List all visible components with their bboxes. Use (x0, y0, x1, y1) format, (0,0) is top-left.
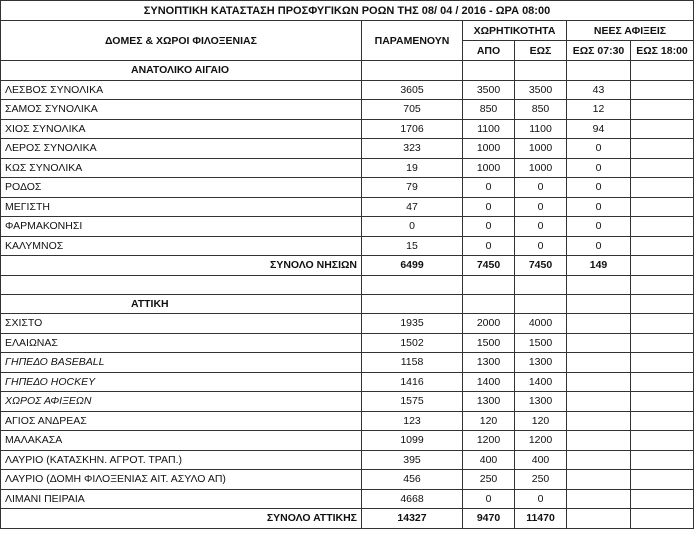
empty-cell (631, 275, 694, 294)
row-name: ΧΩΡΟΣ ΑΦΙΞΕΩΝ (1, 392, 362, 412)
empty-cell (463, 275, 515, 294)
total-attica-label: ΣΥΝΟΛΟ ΑΤΤΙΚΗΣ (1, 509, 362, 529)
table-row (1, 489, 694, 509)
row-from: 1400 (463, 372, 515, 392)
table-row (1, 470, 694, 490)
arrivals-0730-header: ΕΩΣ 07:30 (567, 41, 631, 61)
empty-cell (567, 314, 631, 334)
row-to: 3500 (515, 80, 567, 100)
section-aegean-title: ΑΝΑΤΟΛΙΚΟ ΑΙΓΑΙΟ (1, 61, 362, 81)
row-remaining: 456 (362, 470, 463, 490)
empty-cell (567, 333, 631, 353)
empty-cell (631, 489, 694, 509)
row-name: ΜΕΓΙΣΤΗ (1, 197, 362, 217)
spacer-row (1, 275, 694, 294)
row-to: 4000 (515, 314, 567, 334)
row-remaining: 1502 (362, 333, 463, 353)
row-name: ΚΑΛΥΜΝΟΣ (1, 236, 362, 256)
row-from: 1000 (463, 139, 515, 159)
total-islands-to: 7450 (515, 256, 567, 276)
total-islands-arrivals-1800 (631, 256, 694, 276)
row-from: 1300 (463, 353, 515, 373)
table-row (1, 178, 694, 198)
row-from: 1200 (463, 431, 515, 451)
row-name: ΕΛΑΙΩΝΑΣ (1, 333, 362, 353)
row-name: ΑΓΙΟΣ ΑΝΔΡΕΑΣ (1, 411, 362, 431)
empty-cell (567, 353, 631, 373)
total-attica-from: 9470 (463, 509, 515, 529)
table-row (1, 431, 694, 451)
row-from: 0 (463, 236, 515, 256)
empty-cell (631, 392, 694, 412)
row-arrivals-0730: 0 (567, 197, 631, 217)
row-remaining: 19 (362, 158, 463, 178)
row-to: 1200 (515, 431, 567, 451)
row-arrivals-1800 (631, 178, 694, 198)
empty-cell (567, 450, 631, 470)
empty-cell (567, 489, 631, 509)
table-row (1, 450, 694, 470)
empty-cell (362, 275, 463, 294)
total-attica-remaining: 14327 (362, 509, 463, 529)
row-arrivals-1800 (631, 119, 694, 139)
row-remaining: 3605 (362, 80, 463, 100)
total-row-attica (1, 509, 694, 529)
total-islands-remaining: 6499 (362, 256, 463, 276)
row-to: 1000 (515, 158, 567, 178)
row-from: 0 (463, 217, 515, 237)
empty-cell (1, 275, 362, 294)
row-remaining: 1099 (362, 431, 463, 451)
row-remaining: 79 (362, 178, 463, 198)
total-islands-from: 7450 (463, 256, 515, 276)
row-arrivals-1800 (631, 197, 694, 217)
row-from: 1100 (463, 119, 515, 139)
empty-cell (631, 411, 694, 431)
row-from: 120 (463, 411, 515, 431)
row-to: 1100 (515, 119, 567, 139)
row-arrivals-0730: 0 (567, 139, 631, 159)
table-row (1, 80, 694, 100)
row-to: 250 (515, 470, 567, 490)
empty-cell (567, 294, 631, 314)
row-name: ΛΕΡΟΣ ΣΥΝΟΛΙΚΑ (1, 139, 362, 159)
empty-cell (463, 61, 515, 81)
row-remaining: 395 (362, 450, 463, 470)
row-to: 1300 (515, 392, 567, 412)
row-from: 0 (463, 489, 515, 509)
empty-cell (631, 294, 694, 314)
row-name: ΛΑΥΡΙΟ (ΔΟΜΗ ΦΙΛΟΞΕΝΙΑΣ ΑΙΤ. ΑΣΥΛΟ ΑΠ) (1, 470, 362, 490)
table-row (1, 333, 694, 353)
empty-cell (631, 509, 694, 529)
row-to: 0 (515, 489, 567, 509)
row-name: ΣΑΜΟΣ ΣΥΝΟΛΙΚΑ (1, 100, 362, 120)
row-name: ΛΕΣΒΟΣ ΣΥΝΟΛΙΚΑ (1, 80, 362, 100)
row-from: 2000 (463, 314, 515, 334)
empty-cell (631, 431, 694, 451)
row-remaining: 0 (362, 217, 463, 237)
total-row-islands (1, 256, 694, 276)
row-from: 0 (463, 197, 515, 217)
empty-cell (631, 333, 694, 353)
row-to: 120 (515, 411, 567, 431)
row-to: 1300 (515, 353, 567, 373)
row-remaining: 705 (362, 100, 463, 120)
row-to: 400 (515, 450, 567, 470)
row-arrivals-0730: 43 (567, 80, 631, 100)
row-name: ΧΙΟΣ ΣΥΝΟΛΙΚΑ (1, 119, 362, 139)
row-arrivals-0730: 0 (567, 178, 631, 198)
capacity-header: ΧΩΡΗΤΙΚΟΤΗΤΑ (463, 21, 567, 41)
row-arrivals-1800 (631, 100, 694, 120)
row-arrivals-1800 (631, 236, 694, 256)
row-arrivals-0730: 0 (567, 236, 631, 256)
arrivals-1800-header: ΕΩΣ 18:00 (631, 41, 694, 61)
row-remaining: 123 (362, 411, 463, 431)
row-remaining: 1158 (362, 353, 463, 373)
row-name: ΓΗΠΕΔΟ HOCKEY (1, 372, 362, 392)
empty-cell (631, 353, 694, 373)
row-arrivals-1800 (631, 80, 694, 100)
empty-cell (631, 372, 694, 392)
row-name: ΦΑΡΜΑΚΟΝΗΣΙ (1, 217, 362, 237)
empty-cell (567, 411, 631, 431)
empty-cell (631, 450, 694, 470)
row-to: 0 (515, 178, 567, 198)
row-arrivals-0730: 0 (567, 158, 631, 178)
empty-cell (463, 294, 515, 314)
empty-cell (631, 314, 694, 334)
row-arrivals-1800 (631, 217, 694, 237)
row-from: 400 (463, 450, 515, 470)
row-remaining: 1575 (362, 392, 463, 412)
row-from: 1000 (463, 158, 515, 178)
empty-cell (631, 470, 694, 490)
row-to: 1000 (515, 139, 567, 159)
table-row (1, 372, 694, 392)
row-from: 250 (463, 470, 515, 490)
empty-cell (567, 61, 631, 81)
empty-cell (567, 372, 631, 392)
empty-cell (631, 61, 694, 81)
row-from: 0 (463, 178, 515, 198)
total-islands-arrivals-0730: 149 (567, 256, 631, 276)
row-name: ΣΧΙΣΤΟ (1, 314, 362, 334)
row-remaining: 4668 (362, 489, 463, 509)
row-from: 3500 (463, 80, 515, 100)
row-from: 1300 (463, 392, 515, 412)
empty-cell (567, 275, 631, 294)
table-row (1, 392, 694, 412)
row-from: 1500 (463, 333, 515, 353)
table-row (1, 217, 694, 237)
report-title: ΣΥΝΟΠΤΙΚΗ ΚΑΤΑΣΤΑΣΗ ΠΡΟΣΦΥΓΙΚΩΝ ΡΟΩΝ ΤΗΣ 08/ 04 / 2016 - ΩΡΑ 08:00 (1, 1, 694, 21)
row-from: 850 (463, 100, 515, 120)
row-to: 0 (515, 197, 567, 217)
empty-cell (567, 470, 631, 490)
table-row (1, 197, 694, 217)
section-attica-title: ΑΤΤΙΚΗ (1, 294, 362, 314)
new-arrivals-header: ΝΕΕΣ ΑΦΙΞΕΙΣ (567, 21, 694, 41)
total-islands-label: ΣΥΝΟΛΟ ΝΗΣΙΩΝ (1, 256, 362, 276)
row-remaining: 323 (362, 139, 463, 159)
table-row (1, 314, 694, 334)
row-arrivals-1800 (631, 158, 694, 178)
row-remaining: 1935 (362, 314, 463, 334)
structures-header: ΔΟΜΕΣ & ΧΩΡΟΙ ΦΙΛΟΞΕΝΙΑΣ (1, 21, 362, 61)
table-row (1, 353, 694, 373)
row-arrivals-1800 (631, 139, 694, 159)
row-name: ΜΑΛΑΚΑΣΑ (1, 431, 362, 451)
table-row (1, 411, 694, 431)
row-name: ΓΗΠΕΔΟ BASEBALL (1, 353, 362, 373)
empty-cell (567, 509, 631, 529)
remaining-header: ΠΑΡΑΜΕΝΟΥΝ (362, 21, 463, 61)
row-name: ΛΑΥΡΙΟ (ΚΑΤΑΣΚΗΝ. ΑΓΡΟΤ. ΤΡΑΠ.) (1, 450, 362, 470)
row-name: ΛΙΜΑΝΙ ΠΕΙΡΑΙΑ (1, 489, 362, 509)
row-name: ΡΟΔΟΣ (1, 178, 362, 198)
table-row (1, 139, 694, 159)
row-arrivals-0730: 12 (567, 100, 631, 120)
capacity-to-header: ΕΩΣ (515, 41, 567, 61)
row-remaining: 1706 (362, 119, 463, 139)
row-to: 850 (515, 100, 567, 120)
row-to: 0 (515, 217, 567, 237)
row-to: 1400 (515, 372, 567, 392)
capacity-from-header: ΑΠΟ (463, 41, 515, 61)
empty-cell (362, 61, 463, 81)
table-row (1, 100, 694, 120)
empty-cell (362, 294, 463, 314)
row-to: 1500 (515, 333, 567, 353)
total-attica-to: 11470 (515, 509, 567, 529)
row-remaining: 1416 (362, 372, 463, 392)
row-arrivals-0730: 94 (567, 119, 631, 139)
empty-cell (567, 431, 631, 451)
row-to: 0 (515, 236, 567, 256)
empty-cell (515, 61, 567, 81)
table-row (1, 119, 694, 139)
table-row (1, 158, 694, 178)
row-remaining: 15 (362, 236, 463, 256)
empty-cell (515, 294, 567, 314)
empty-cell (515, 275, 567, 294)
row-arrivals-0730: 0 (567, 217, 631, 237)
table-row (1, 236, 694, 256)
row-name: ΚΩΣ ΣΥΝΟΛΙΚΑ (1, 158, 362, 178)
empty-cell (567, 392, 631, 412)
row-remaining: 47 (362, 197, 463, 217)
